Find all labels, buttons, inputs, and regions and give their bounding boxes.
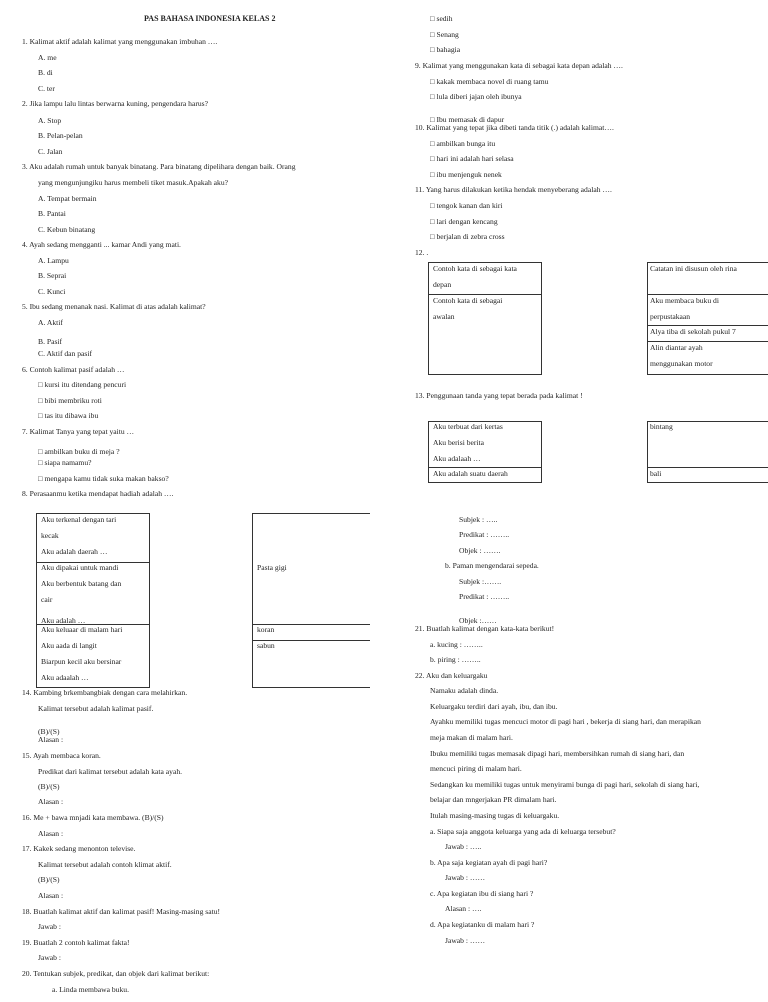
option: A. Stop <box>38 116 62 125</box>
table-cell: cair <box>41 595 53 604</box>
option: B. di <box>38 68 53 77</box>
option: C. Kunci <box>38 287 66 296</box>
option: □ lari dengan kencang <box>430 217 498 226</box>
table-divider <box>647 294 768 295</box>
table-cell: Aku adalaah … <box>433 454 481 463</box>
table-cell: Aku adalah … <box>41 616 86 625</box>
question-22: 22. Aku dan keluargaku <box>415 671 488 680</box>
table-cell: Alya tiba di sekolah pukul 7 <box>650 327 736 336</box>
question-17-cont: Kalimat tersebut adalah contoh klimat aktif. <box>38 860 172 869</box>
table-divider <box>647 467 768 468</box>
option: b. piring : …….. <box>430 655 481 664</box>
table-cell: Aku aada di langit <box>41 641 97 650</box>
table-divider <box>647 341 768 342</box>
option: a. kucing : …….. <box>430 640 483 649</box>
table-divider <box>647 325 768 326</box>
question-12: 12. . <box>415 248 429 257</box>
option: □ hari ini adalah hari selasa <box>430 154 514 163</box>
option: A. Lampu <box>38 256 69 265</box>
option: □ lula diberi jajan oleh ibunya <box>430 92 522 101</box>
option: B. Seprai <box>38 271 67 280</box>
question-8: 8. Perasaanmu ketika mendapat hadiah adalah …. <box>22 489 174 498</box>
table-cell: koran <box>257 625 275 634</box>
paragraph-line: Itulah masing-masing tugas di keluargaku. <box>430 811 560 820</box>
option: □ sedih <box>430 14 453 23</box>
option: C. Jalan <box>38 147 63 156</box>
table-cell: menggunakan motor <box>650 359 713 368</box>
answer-label: Jawab : <box>38 922 61 931</box>
question-4: 4. Ayah sedang mengganti ... kamar Andi yang mati. <box>22 240 181 249</box>
option: □ kursi itu ditendang pencuri <box>38 380 127 389</box>
true-false: (B)/(S) <box>38 782 60 791</box>
table-cell: Aku terbuat dari kertas <box>433 422 503 431</box>
paragraph-line: Ayahku memiliki tugas mencuci motor di pagi hari , bekerja di siang hari, dan merapikan <box>430 717 701 726</box>
paragraph-line: belajar dan mngerjakan PR dimalam hari. <box>430 795 557 804</box>
question-14: 14. Kambing brkembangbiak dengan cara melahirkan. <box>22 688 188 697</box>
option: B. Pasif <box>38 337 63 346</box>
true-false: (B)/(S) <box>38 727 60 736</box>
question-10: 10. Kalimat yang tepat jika dibeti tanda titik (.) adalah kalimat…. <box>415 123 614 132</box>
sub-question: c. Apa kegiatan ibu di siang hari ? <box>430 889 534 898</box>
table-divider <box>428 467 542 468</box>
sub-question: b. Apa saja kegiatan ayah di pagi hari? <box>430 858 548 867</box>
option: □ bibi membriku roti <box>38 396 102 405</box>
answer-line: Objek :…… <box>459 616 497 625</box>
option: □ tas itu dibawa ibu <box>38 411 99 420</box>
question-15: 15. Ayah membaca koran. <box>22 751 101 760</box>
question-14-cont: Kalimat tersebut adalah kalimat pasif. <box>38 704 154 713</box>
table-divider <box>428 294 542 295</box>
option: □ Ibu memasak di dapur <box>430 115 505 124</box>
table-cell: Aku keluaar di malam hari <box>41 625 123 634</box>
paragraph-line: Namaku adalah dinda. <box>430 686 499 695</box>
question-5: 5. Ibu sedang menanak nasi. Kalimat di atas adalah kalimat? <box>22 302 206 311</box>
paragraph-line: Sedangkan ku memiliki tugas untuk menyirami bunga di pagi hari, sekolah di siang hari, <box>430 780 700 789</box>
table-cell: Biarpun kecil aku bersinar <box>41 657 122 666</box>
option: C. Aktif dan pasif <box>38 349 92 358</box>
option: □ siapa namamu? <box>38 458 92 467</box>
answer-label: Jawab : <box>38 953 61 962</box>
table-cell: kecak <box>41 531 59 540</box>
option: □ bahagia <box>430 45 461 54</box>
question-20: 20. Tentukan subjek, predikat, dan objek dari kalimat berikut: <box>22 969 210 978</box>
reason-label: Alasan : <box>38 891 64 900</box>
table-cell: Contoh kata di sebagai <box>433 296 503 305</box>
question-11: 11. Yang harus dilakukan ketika hendak menyeberang adalah …. <box>415 185 612 194</box>
option: A. Aktif <box>38 318 63 327</box>
option: □ kakak membaca novel di ruang tamu <box>430 77 549 86</box>
paragraph-line: Ibuku memiliki tugas memasak dipagi hari, membersihkan rumah di siang hari, dan <box>430 749 685 758</box>
answer-label: Jawab : ….. <box>445 842 482 851</box>
true-false: (B)/(S) <box>38 875 60 884</box>
option: □ mengapa kamu tidak suka makan bakso? <box>38 474 169 483</box>
question-19: 19. Buatlah 2 contoh kalimat fakta! <box>22 938 130 947</box>
option: □ Senang <box>430 30 459 39</box>
table-cell: Aku membaca buku di <box>650 296 719 305</box>
matching-table-right <box>252 513 370 688</box>
option: C. Kebun binatang <box>38 225 96 234</box>
answer-label: Alasan : …. <box>445 904 482 913</box>
question-17: 17. Kakek sedang menonton televise. <box>22 844 136 853</box>
answer-line: Subjek : ….. <box>459 515 498 524</box>
table-cell: Pasta gigi <box>257 563 287 572</box>
table-cell: Aku adaalah … <box>41 673 89 682</box>
option: □ ibu menjenguk nenek <box>430 170 502 179</box>
table-cell: Aku berbentuk batang dan <box>41 579 122 588</box>
answer-label: Jawab : …… <box>445 936 486 945</box>
table-cell: awalan <box>433 312 455 321</box>
table-cell: Aku terkenal dengan tari <box>41 515 117 524</box>
table-cell: Aku adalah suatu daerah <box>433 469 508 478</box>
reason-label: Alasan : <box>38 829 64 838</box>
option: □ ambilkan buku di meja ? <box>38 447 120 456</box>
question-9: 9. Kalimat yang menggunakan kata di sebagai kata depan adalah …. <box>415 61 623 70</box>
paragraph-line: Keluargaku terdiri dari ayah, ibu, dan ibu. <box>430 702 558 711</box>
table-cell: bali <box>650 469 662 478</box>
table-cell: Catatan ini disusun oleh rina <box>650 264 737 273</box>
table-cell: Contoh kata di sebagai kata <box>433 264 517 273</box>
option: □ berjalan di zebra cross <box>430 232 505 241</box>
option: B. Pantai <box>38 209 66 218</box>
paragraph-line: meja makan di malam hari. <box>430 733 513 742</box>
option: □ ambilkan bunga itu <box>430 139 496 148</box>
question-18: 18. Buatlah kalimat aktif dan kalimat pasif! Masing-masing satu! <box>22 907 221 916</box>
question-6: 6. Contoh kalimat pasif adalah … <box>22 365 125 374</box>
option: C. ter <box>38 84 55 93</box>
table-cell: sabun <box>257 641 275 650</box>
table-cell: Aku dipakai untuk mandi <box>41 563 119 572</box>
option: a. Linda membawa buku. <box>52 985 129 994</box>
table-cell: perpustakaan <box>650 312 691 321</box>
answer-line: Subjek :……. <box>459 577 502 586</box>
paragraph-line: mencuci piring di malam hari. <box>430 764 522 773</box>
question-3-cont: yang mengunjungiku harus membeli tiket masuk.Apakah aku? <box>38 178 229 187</box>
question-1: 1. Kalimat aktif adalah kalimat yang menggunakan imbuhan …. <box>22 37 218 46</box>
table-cell: Aku berisi berita <box>433 438 485 447</box>
reason-label: Alasan : <box>38 735 64 744</box>
table-cell: bintang <box>650 422 673 431</box>
question-15-cont: Predikat dari kalimat tersebut adalah kata ayah. <box>38 767 183 776</box>
option: B. Pelan-pelan <box>38 131 83 140</box>
reason-label: Alasan : <box>38 797 64 806</box>
table-cell: Alin diantar ayah <box>650 343 703 352</box>
answer-label: Jawab : …… <box>445 873 486 882</box>
question-3: 3. Aku adalah rumah untuk banyak binatang. Para binatang dipelihara dengan baik. Orang <box>22 162 296 171</box>
option: A. me <box>38 53 57 62</box>
page-title: PAS BAHASA INDONESIA KELAS 2 <box>144 14 276 23</box>
sub-question: d. Apa kegiatanku di malam hari ? <box>430 920 535 929</box>
question-2: 2. Jika lampu lalu lintas berwarna kuning, pengendara harus? <box>22 99 208 108</box>
sub-question: a. Siapa saja anggota keluarga yang ada di keluarga tersebut? <box>430 827 616 836</box>
table-cell: Aku adalah daerah … <box>41 547 108 556</box>
option: □ tengok kanan dan kiri <box>430 201 503 210</box>
answer-line: Predikat : …….. <box>459 592 510 601</box>
table-cell: depan <box>433 280 452 289</box>
option: A. Tempat bermain <box>38 194 97 203</box>
question-21: 21. Buatlah kalimat dengan kata-kata berikut! <box>415 624 555 633</box>
option: b. Paman mengendarai sepeda. <box>445 561 539 570</box>
question-16: 16. Me + bawa mnjadi kata membawa. (B)/(S) <box>22 813 164 822</box>
answer-line: Predikat : …….. <box>459 530 510 539</box>
question-7: 7. Kalimat Tanya yang tepat yaitu … <box>22 427 135 436</box>
answer-line: Objek : ……. <box>459 546 501 555</box>
question-13: 13. Penggunaan tanda yang tepat berada pada kalimat ! <box>415 391 583 400</box>
